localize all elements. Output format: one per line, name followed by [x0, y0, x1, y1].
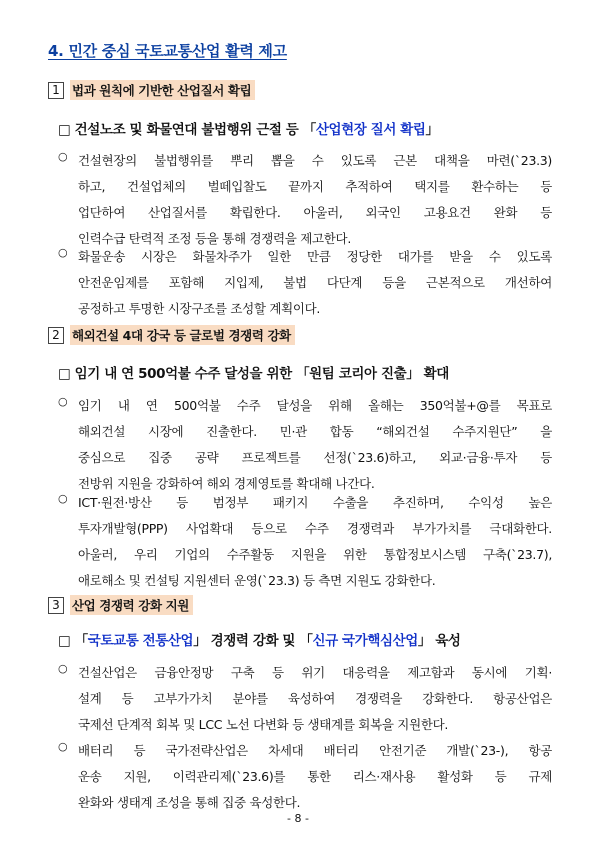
- topic-highlight: 산업현장 질서 확립: [315, 122, 426, 138]
- topic-heading-3: [58, 629, 461, 649]
- text-line: 안전운임제를 포함해 지입제, 불법 다단계 등을 근본적으로 개선하여: [78, 275, 552, 290]
- text-line: 건설산업은 금융안정망 구축 등 위기 대응력을 제고함과 동시에 기획·: [78, 665, 552, 680]
- topic-heading-1: [58, 118, 439, 138]
- topic-heading-2: [58, 362, 449, 382]
- text-line: 업단하여 산업질서를 확립한다. 아울러, 외국인 고용요건 완화 등: [78, 205, 552, 220]
- text-line: 화물운송 시장은 화물차주가 일한 만큼 정당한 대가를 받을 수 있도록: [78, 249, 552, 264]
- bullet-paragraph: [58, 150, 553, 254]
- subsection-number: 1: [48, 82, 64, 99]
- subsection-header-1: [48, 80, 255, 100]
- topic-text-mid: 」 경쟁력 강화 및 「: [193, 633, 313, 649]
- subsection-header-2: [48, 325, 295, 345]
- bullet-paragraph: [58, 395, 553, 499]
- text-line: 전방위 지원을 강화하여 해외 경제영토를 확대해 나간다.: [78, 476, 375, 491]
- topic-text: □ 건설노조 및 화물연대 불법행위 근절 등 「: [58, 122, 316, 138]
- text-line: 공정하고 투명한 시장구조를 조성할 계획이다.: [78, 301, 321, 316]
- bullet-mark: ○: [58, 492, 68, 505]
- topic-highlight-2: 신규 국가핵심산업: [312, 633, 418, 649]
- bullet-paragraph: [58, 246, 553, 324]
- bullet-mark: ○: [58, 740, 68, 753]
- subsection-title: 해외건설 4대 강국 등 글로벌 경쟁력 강화: [70, 325, 295, 345]
- bullet-paragraph: [58, 492, 553, 596]
- text-line: 임기 내 연 500억불 수주 달성을 위해 올해는 350억불+@를 목표로: [78, 398, 552, 413]
- subsection-title: 법과 원칙에 기반한 산업질서 확립: [70, 80, 255, 100]
- topic-text-end: 」 육성: [417, 633, 461, 649]
- text-line: 완화와 생태계 조성을 통해 집중 육성한다.: [78, 795, 301, 810]
- subsection-number: 2: [48, 327, 64, 344]
- text-line: ICT·원전·방산 등 범정부 패키지 수출을 추진하며, 수익성 높은: [78, 495, 552, 510]
- bullet-mark: ○: [58, 150, 68, 163]
- text-line: 하고, 건설업체의 벌떼입찰도 끝까지 추적하여 택지를 환수하는 등: [78, 179, 552, 194]
- bullet-mark: ○: [58, 246, 68, 259]
- text-line: 아울러, 우리 기업의 수주활동 지원을 위한 통합정보시스템 구축(`23.7),: [78, 547, 552, 562]
- subsection-header-3: [48, 595, 193, 615]
- bullet-mark: ○: [58, 395, 68, 408]
- text-line: 투자개발형(PPP) 사업확대 등으로 수주 경쟁력과 부가가치를 극대화한다.: [78, 521, 552, 536]
- subsection-title: 산업 경쟁력 강화 지원: [70, 595, 193, 615]
- section-title: 4. 민간 중심 국토교통산업 활력 제고: [48, 42, 287, 60]
- text-line: 운송 지원, 이력관리제(`23.6)를 통한 리스·재사용 활성화 등 규제: [78, 769, 552, 784]
- bullet-mark: ○: [58, 662, 68, 675]
- topic-text: □ 「: [58, 633, 88, 649]
- text-line: 애로해소 및 컨설팅 지원센터 운영(`23.3) 등 측면 지원도 강화한다.: [78, 573, 436, 588]
- text-line: 설계 등 고부가가치 분야를 육성하여 경쟁력을 강화한다. 항공산업은: [78, 691, 552, 706]
- topic-highlight: 국토교통 전통산업: [87, 633, 194, 649]
- bullet-paragraph: [58, 662, 553, 740]
- text-line: 해외건설 시장에 진출한다. 민·관 합동 “해외건설 수주지원단” 을: [78, 424, 552, 439]
- text-line: 인력수급 탄력적 조정 등을 통해 경쟁력을 제고한다.: [78, 231, 351, 246]
- page-number: - 8 -: [287, 812, 309, 825]
- text-line: 국제선 단계적 회복 및 LCC 노선 다변화 등 생태계를 회복을 지원한다.: [78, 717, 449, 732]
- subsection-number: 3: [48, 597, 64, 614]
- text-line: 배터리 등 국가전략산업은 차세대 배터리 안전기준 개발(`23-), 항공: [78, 743, 552, 758]
- topic-text-end: 」: [425, 122, 439, 138]
- text-line: 건설현장의 불법행위를 뿌리 뽑을 수 있도록 근본 대책을 마련(`23.3): [78, 153, 552, 168]
- text-line: 중심으로 집중 공략 프로젝트를 선정(`23.6)하고, 외교·금융·투자 등: [78, 450, 552, 465]
- bullet-paragraph: [58, 740, 553, 818]
- topic-text: □ 임기 내 연 500억불 수주 달성을 위한 「원팀 코리아 진출」 확대: [58, 366, 449, 382]
